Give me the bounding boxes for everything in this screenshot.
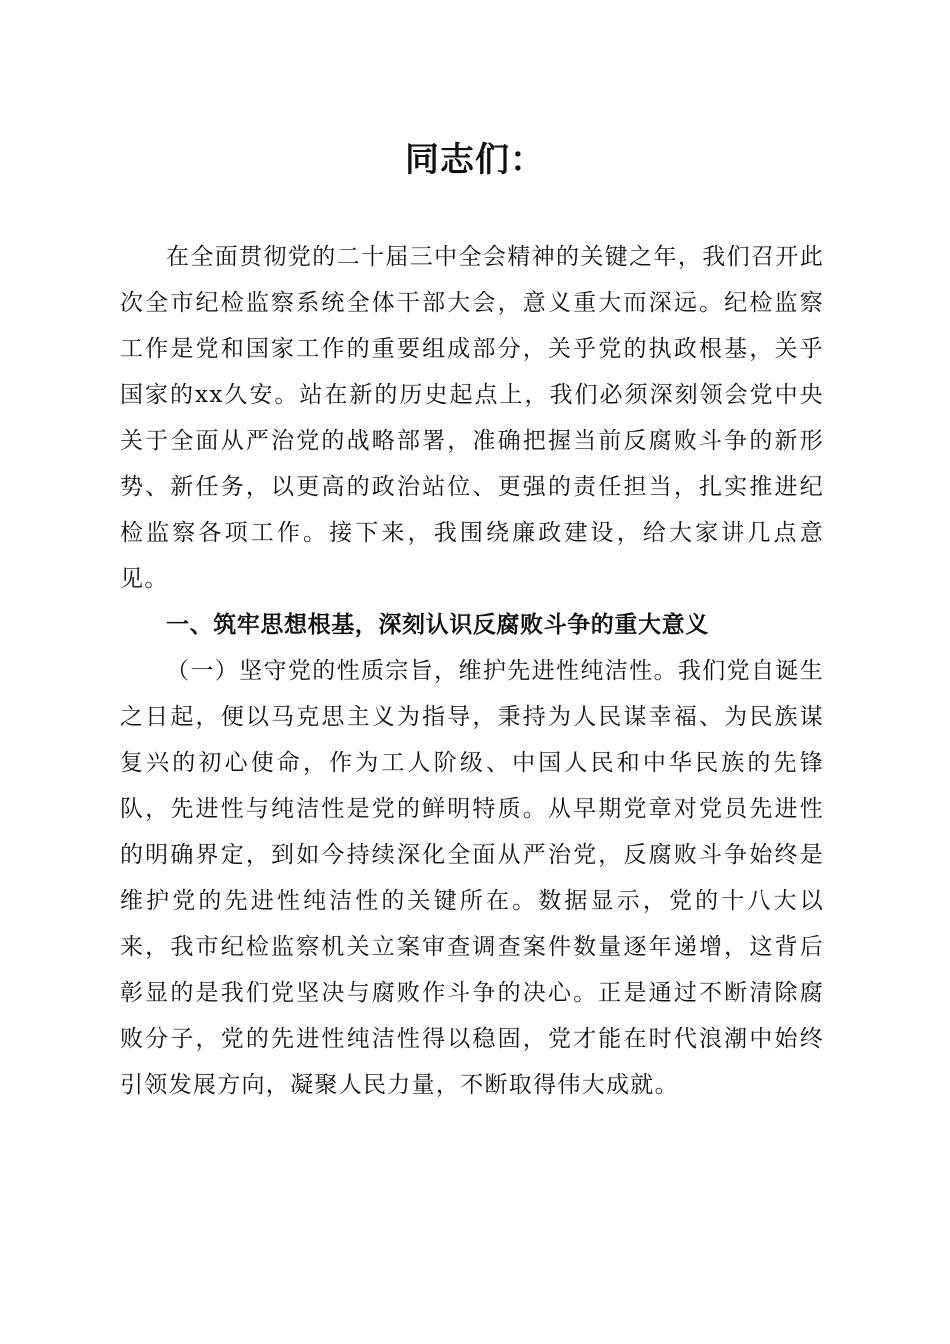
page-title: 同志们：	[405, 140, 545, 180]
subsection-text: 我们党自诞生之日起，便以马克思主义为指导，秉持为人民谋幸福、为民族谋复兴的初心使命，作为工人阶级、中国人民和中华民族的先锋队，先进性与纯洁性是党的鲜明特质。从早期党章对党员先进性的明确界定，到如今持续深化全面从严治党，反腐败斗争始终是维护党的先进性纯洁性的关键所在。数据显示，党的十八大以来，我市纪检监察机关立案审查调查案件数量逐年递增，这背后彰显的是我们党坚决与腐败作斗争的决心。正是通过不断清除腐败分子，党的先进性纯洁性得以稳固，党才能在时代浪潮中始终引领发展方向，凝聚人民力量，不断取得伟大成就。	[120, 658, 824, 1098]
intro-paragraph: 在全面贯彻党的二十届三中全会精神的关键之年，我们召开此次全市纪检监察系统全体干部大会，意义重大而深远。纪检监察工作是党和国家工作的重要组成部分，关乎党的执政根基，关乎国家的xx久安。站在新的历史起点上，我们必须深刻领会党中央关于全面从严治党的战略部署，准确把握当前反腐败斗争的新形势、新任务，以更高的政治站位、更强的责任担当，扎实推进纪检监察各项工作。接下来，我围绕廉政建设，给大家讲几点意见。	[120, 244, 824, 592]
subsection-lead: （一）坚守党的性质宗旨，维护先进性纯洁性。	[166, 658, 678, 684]
subsection-paragraph	[120, 648, 824, 1108]
section-heading: 一、筑牢思想根基，深刻认识反腐败斗争的重大意义	[166, 612, 709, 638]
document-body	[120, 234, 824, 1108]
